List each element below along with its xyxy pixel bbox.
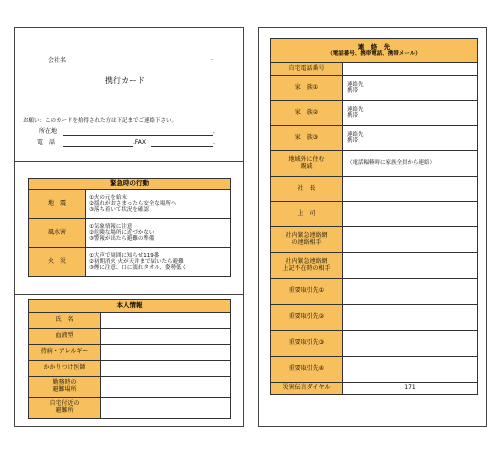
- personal-label-name: 氏 名: [29, 313, 101, 329]
- family-1-line1: 連絡先: [347, 81, 364, 88]
- emergency-absent-label: 社内緊急連絡網 上記不在時の相手: [271, 253, 343, 279]
- dial-label: 災害伝言ダイヤル: [271, 383, 343, 395]
- family-2-label: 家 族②: [271, 101, 343, 126]
- phone-label: 電 話: [37, 139, 56, 146]
- ref-1-value: [343, 279, 478, 305]
- dial-value: 171: [343, 383, 478, 395]
- boss-label: 上 司: [271, 202, 343, 227]
- family-2-line2: 携帯: [347, 113, 359, 119]
- president-label: 社 長: [271, 177, 343, 202]
- fax-label: .FAX: [133, 139, 147, 146]
- address-end: .: [213, 128, 215, 135]
- card-title: 携行カード: [105, 76, 145, 85]
- remote-relative-label: 地域外に住む 親戚: [271, 151, 343, 177]
- personal-value-home-evac: [101, 398, 231, 419]
- divider-2: [15, 294, 243, 295]
- family-3-line1: 連絡先: [347, 131, 364, 138]
- family-1-label: 家 族①: [271, 76, 343, 101]
- company-dot: .: [211, 55, 213, 62]
- personal-value-work-evac: [101, 377, 231, 398]
- divider-1: [15, 161, 243, 162]
- ref-4-label: 重要取引先④: [271, 357, 343, 383]
- family-1-line2: 携帯: [347, 88, 359, 94]
- left-card: [14, 27, 244, 427]
- emergency-absent-value: [343, 253, 478, 279]
- emergency-contact-value: [343, 227, 478, 253]
- ref-2-label: 重要取引先②: [271, 305, 343, 331]
- personal-value-name: [101, 313, 231, 329]
- emergency-text-fire: ①大声で周囲に知らせ119番 ②初期消火 火が天井まで届いたら避難 ③煙に注意、口に濡れタオル、姿勢低く: [86, 248, 231, 277]
- personal-label-doctor: かかりつけ医師: [29, 361, 101, 377]
- personal-value-allergy: [101, 345, 231, 361]
- ref-3-value: [343, 331, 478, 357]
- own-phone-value: [343, 63, 478, 76]
- emergency-label-earthquake: 地 震: [29, 190, 86, 219]
- personal-table: [28, 299, 231, 419]
- fax-line: [151, 146, 213, 147]
- emergency-title: 緊急時の行動: [29, 179, 231, 190]
- personal-value-blood: [101, 329, 231, 345]
- contacts-subtitle: （電話番号、携帯電話、携帯メール）: [327, 51, 421, 58]
- contacts-table: [270, 38, 478, 395]
- address-line: [63, 135, 213, 136]
- family-2-line1: 連絡先: [347, 106, 364, 113]
- personal-label-home-evac: 自宅付近の 避難所: [29, 398, 101, 419]
- contacts-title: 連 絡 先: [357, 42, 391, 51]
- president-value: [343, 177, 478, 202]
- family-3-line2: 携帯: [347, 138, 359, 144]
- emergency-contact-label: 社内緊急連絡網 の連絡相手: [271, 227, 343, 253]
- emergency-text-storm: ①気象情報に注意 ②危険な場所に近づかない ③警報が出たら避難の準備: [86, 219, 231, 248]
- right-card: [258, 27, 487, 427]
- remote-relative-note: （電話輻輳時に家族全員から連絡）: [343, 151, 478, 177]
- address-label: 所在地: [39, 128, 58, 135]
- phone-line: [63, 146, 133, 147]
- ref-3-label: 重要取引先③: [271, 331, 343, 357]
- request-text: お願い：このカードを拾得された方は下記までご連絡下さい。: [23, 118, 178, 124]
- ref-4-value: [343, 357, 478, 383]
- ref-2-value: [343, 305, 478, 331]
- personal-label-work-evac: 勤務時の 避難場所: [29, 377, 101, 398]
- emergency-table: [28, 178, 231, 277]
- emergency-label-fire: 火 災: [29, 248, 86, 277]
- emergency-text-earthquake: ①火の元を始末 ②揺れがおさまったら安全な場所へ ③落ち着いて状況を確認: [86, 190, 231, 219]
- personal-title: 本人情報: [29, 300, 231, 313]
- personal-value-doctor: [101, 361, 231, 377]
- family-3-label: 家 族③: [271, 126, 343, 151]
- fax-end: .: [213, 139, 215, 146]
- ref-1-label: 重要取引先①: [271, 279, 343, 305]
- company-label: 会社名: [48, 57, 67, 64]
- emergency-label-storm: 風水害: [29, 219, 86, 248]
- personal-label-blood: 血液型: [29, 329, 101, 345]
- boss-value: [343, 202, 478, 227]
- personal-label-allergy: 持病・アレルギー: [29, 345, 101, 361]
- own-phone-label: 自宅電話番号: [271, 63, 343, 76]
